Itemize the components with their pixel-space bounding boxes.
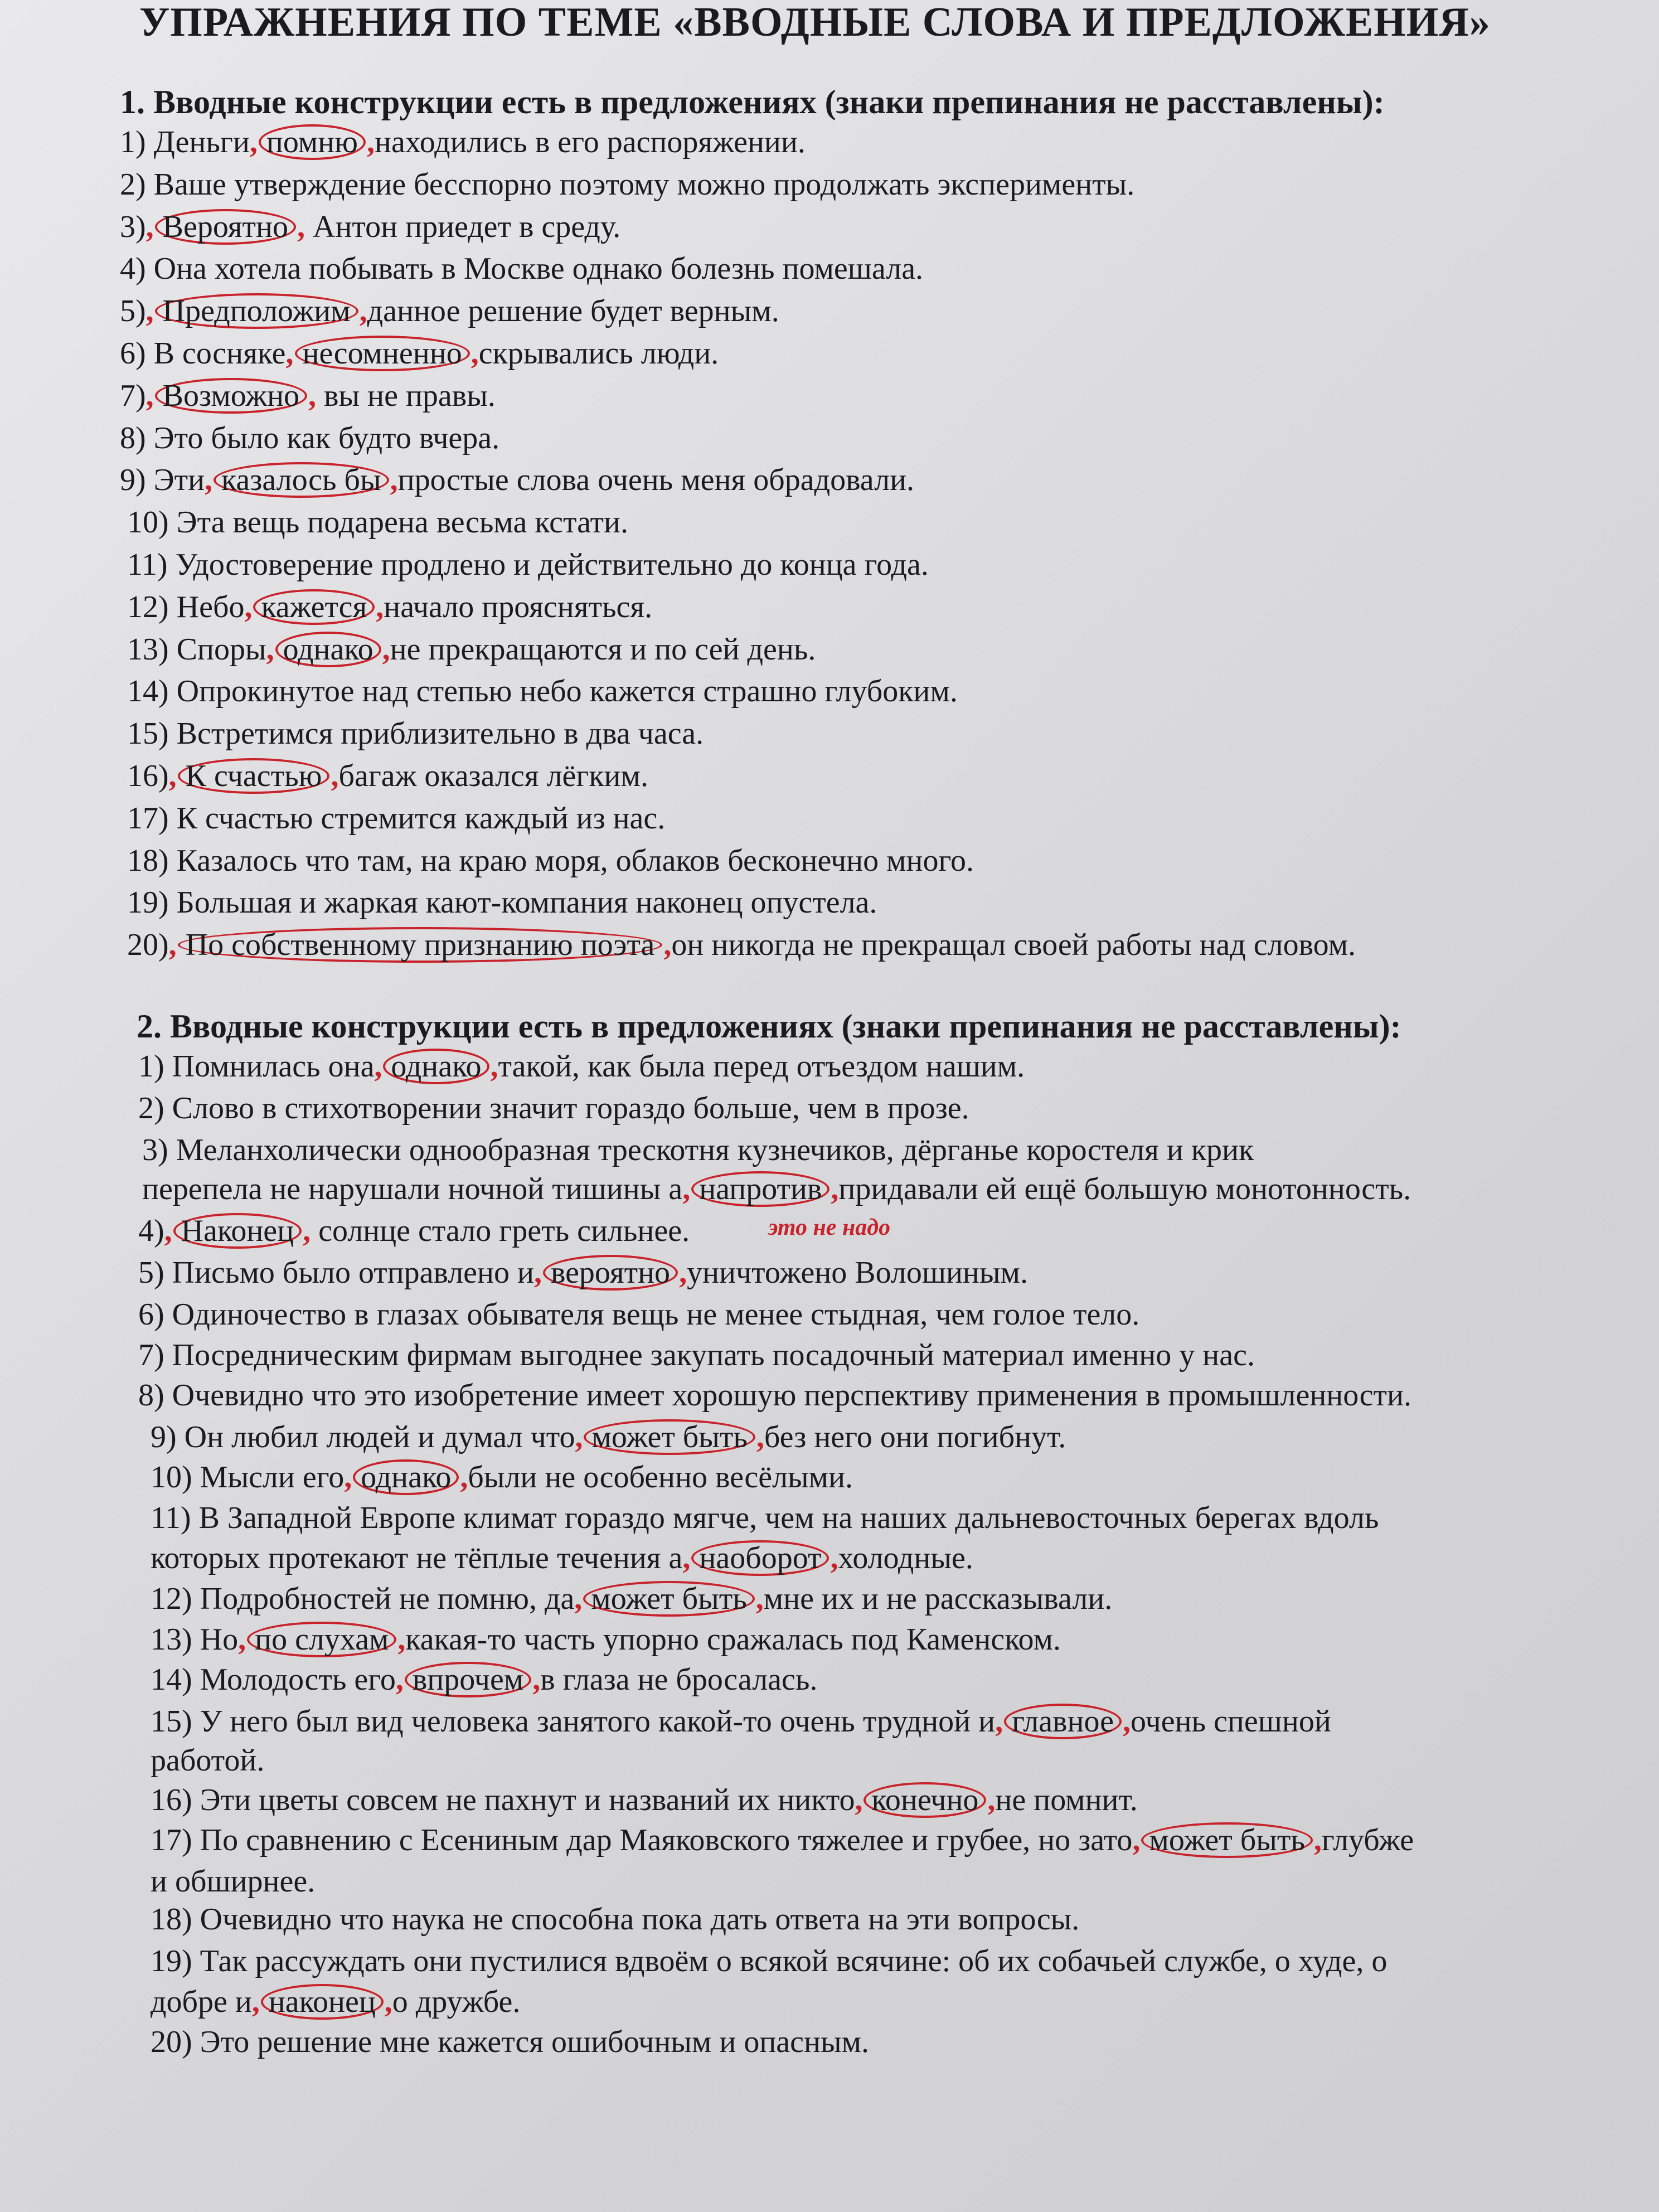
circled-introductory-word: может быть	[583, 1581, 754, 1617]
sentence-text: 13) Споры	[127, 632, 266, 667]
red-comma-mark: ,	[376, 589, 384, 624]
exercise-line	[151, 1540, 973, 1576]
sentence-text: в глаза не бросалась.	[540, 1662, 818, 1697]
sentence-text: 5)	[120, 294, 146, 329]
red-comma-mark: ,	[575, 1420, 583, 1454]
sentence-text: 10) Мысли его	[151, 1460, 345, 1495]
exercise-line	[120, 208, 620, 245]
red-comma-mark: ,	[249, 125, 258, 159]
sentence-text: 12) Небо	[127, 589, 245, 624]
red-comma-mark: ,	[205, 463, 213, 498]
red-comma-mark: ,	[533, 1255, 542, 1290]
sentence-text: 4)	[138, 1214, 164, 1248]
sentence-text: 9) Эти	[120, 463, 205, 498]
red-comma-mark: ,	[470, 336, 479, 371]
sentence-text: он никогда не прекращал своей работы над словом.	[671, 928, 1356, 963]
exercise-line	[120, 462, 914, 498]
sentence-text: 12) Подробностей не помню, да	[151, 1582, 575, 1616]
sentence-text: 19) Большая и жаркая кают-компания наконец опустела.	[127, 885, 877, 920]
red-comma-mark: ,	[382, 632, 390, 667]
exercise-line	[151, 1580, 1112, 1617]
red-comma-mark: ,	[285, 336, 294, 371]
red-comma-mark: ,	[460, 1460, 468, 1495]
sentence-text: глубже	[1321, 1823, 1414, 1857]
red-comma-mark: ,	[756, 1420, 764, 1454]
exercise-line	[151, 2024, 869, 2060]
red-comma-mark: ,	[1132, 1823, 1141, 1857]
red-comma-mark: ,	[490, 1049, 498, 1084]
sentence-text: 3)	[120, 209, 146, 244]
exercise-line	[151, 1901, 1079, 1938]
section-1-heading: 1. Вводные конструкции есть в предложениях (знаки препинания не расставлены):	[120, 84, 1385, 120]
exercise-line	[151, 1943, 1387, 1980]
exercise-line	[151, 1703, 1331, 1740]
exercise-line	[142, 1132, 1254, 1168]
circled-introductory-word: наконец	[261, 1984, 384, 2020]
sentence-text: уничтожено Волошиным.	[687, 1255, 1028, 1290]
red-comma-mark: ,	[831, 1172, 839, 1206]
sentence-text: 2) Ваше утверждение бесспорно поэтому можно продолжать эксперименты.	[120, 167, 1135, 202]
sentence-text: багаж оказался лёгким.	[338, 759, 648, 793]
sentence-text: 6) Одиночество в глазах обывателя вещь не менее стыдная, чем голое тело.	[138, 1297, 1140, 1332]
red-comma-mark: ,	[303, 1214, 311, 1248]
red-comma-mark: ,	[390, 463, 398, 498]
exercise-line	[151, 1782, 1138, 1818]
circled-introductory-word: Наконец	[173, 1213, 302, 1249]
sentence-text: 1) Деньги	[120, 125, 250, 159]
sentence-text: 11) Удостоверение продлено и действительно до конца года.	[127, 547, 929, 582]
sentence-text: 20) Это решение мне кажется ошибочным и опасным.	[151, 2025, 870, 2059]
exercise-line	[151, 1742, 264, 1779]
exercise-line	[127, 504, 628, 541]
red-comma-mark: ,	[308, 378, 317, 413]
sentence-text: вы не правы.	[316, 378, 496, 413]
sentence-text: 10) Эта вещь подарена весьма кстати.	[127, 505, 628, 540]
red-comma-mark: ,	[145, 378, 154, 413]
circled-introductory-word: главное	[1004, 1704, 1122, 1739]
sentence-text: 18) Очевидно что наука не способна пока дать ответа на эти вопросы.	[151, 1902, 1080, 1937]
red-comma-mark: ,	[145, 294, 154, 329]
red-comma-mark: ,	[755, 1582, 764, 1616]
sentence-text: работой.	[151, 1743, 265, 1778]
circled-introductory-word: однако	[275, 632, 381, 667]
exercise-line	[138, 1090, 969, 1127]
sentence-text: 1) Помнилась она	[138, 1049, 375, 1084]
exercise-line	[120, 293, 779, 329]
circled-introductory-word: несомненно	[295, 336, 470, 371]
sentence-text: 4) Она хотела побывать в Москве однако болезнь помешала.	[120, 251, 924, 287]
exercise-line	[151, 1863, 315, 1900]
red-comma-mark: ,	[238, 1622, 246, 1657]
exercise-line	[127, 589, 652, 625]
red-comma-mark: ,	[663, 928, 672, 963]
sentence-text: начало проясняться.	[384, 589, 653, 624]
sentence-text: 2) Слово в стихотворении значит гораздо больше, чем в прозе.	[138, 1091, 969, 1126]
teacher-note: это не надо	[768, 1215, 891, 1240]
exercise-line	[127, 800, 665, 837]
exercise-line	[138, 1254, 1028, 1291]
red-comma-mark: ,	[574, 1582, 583, 1616]
sentence-text: 15) У него был вид человека занятого какой-то очень трудной и	[151, 1704, 996, 1739]
circled-introductory-word: помню	[259, 124, 366, 160]
sentence-text: мне их и не рассказывали.	[763, 1582, 1113, 1616]
sentence-text: были не особенно весёлыми.	[468, 1460, 853, 1495]
exercise-line	[138, 1377, 1411, 1414]
exercise-line	[151, 1621, 1061, 1658]
section-2-heading: 2. Вводные конструкции есть в предложениях (знаки препинания не расставлены):	[137, 1008, 1401, 1045]
circled-introductory-word: конечно	[864, 1782, 986, 1818]
red-comma-mark: ,	[164, 1214, 172, 1248]
exercise-line	[127, 758, 648, 794]
red-comma-mark: ,	[987, 1783, 996, 1817]
red-comma-mark: ,	[995, 1704, 1003, 1739]
exercise-line	[120, 250, 923, 287]
red-comma-mark: ,	[682, 1172, 691, 1206]
circled-introductory-word: напротив	[691, 1171, 830, 1207]
red-comma-mark: ,	[1313, 1823, 1322, 1857]
exercise-line	[127, 631, 816, 668]
sentence-text: добре и	[151, 1985, 252, 2019]
exercise-line	[151, 1419, 1066, 1456]
red-comma-mark: ,	[168, 928, 177, 963]
exercise-line	[120, 377, 496, 414]
sentence-text: 16) Эти цветы совсем не пахнут и названий их никто	[151, 1783, 855, 1817]
red-comma-mark: ,	[344, 1460, 352, 1495]
exercise-line	[120, 166, 1134, 203]
exercise-line	[138, 1337, 1255, 1374]
red-comma-mark: ,	[532, 1662, 541, 1697]
circled-introductory-word: однако	[383, 1049, 489, 1084]
circled-introductory-word: может быть	[584, 1419, 755, 1455]
exercise-line	[120, 420, 499, 457]
sentence-text: без него они погибнут.	[764, 1420, 1066, 1454]
circled-introductory-word: может быть	[1141, 1822, 1312, 1858]
page-title: УПРАЖНЕНИЯ ПО ТЕМЕ «ВВОДНЫЕ СЛОВА И ПРЕДЛОЖЕНИЯ»	[139, 0, 1491, 45]
sentence-text: 14) Молодость его	[151, 1662, 396, 1697]
red-comma-mark: ,	[855, 1783, 863, 1817]
sentence-text: 19) Так рассуждать они пустилися вдвоём о всякой всячине: об их собачьей службе, о худе, о	[151, 1944, 1388, 1978]
circled-introductory-word: впрочем	[405, 1662, 531, 1697]
sentence-text: 18) Казалось что там, на краю моря, облаков бесконечно много.	[127, 843, 974, 878]
circled-introductory-word: Вероятно	[155, 209, 296, 245]
sentence-text: придавали ей ещё большую монотонность.	[838, 1172, 1411, 1206]
sentence-text: 5) Письмо было отправлено и	[138, 1255, 534, 1290]
sentence-text: солнце стало греть сильнее.	[311, 1214, 690, 1248]
exercise-line	[127, 546, 929, 583]
red-comma-mark: ,	[359, 294, 367, 329]
red-comma-mark: ,	[384, 1985, 392, 2019]
red-comma-mark: ,	[251, 1985, 260, 2019]
circled-introductory-word: Предположим	[155, 293, 358, 329]
sentence-text: 6) В сосняке	[120, 336, 286, 371]
circled-introductory-word: кажется	[253, 589, 375, 625]
sentence-text: 13) Но	[151, 1622, 239, 1657]
exercise-line	[151, 1822, 1414, 1859]
red-comma-mark: ,	[297, 209, 305, 244]
exercise-line	[151, 1983, 520, 2020]
circled-introductory-word: вероятно	[543, 1255, 678, 1291]
sentence-text: простые слова очень меня обрадовали.	[397, 463, 915, 498]
exercise-line	[127, 842, 974, 879]
exercise-line	[138, 1048, 1025, 1085]
red-comma-mark: ,	[374, 1049, 382, 1084]
sentence-text: 15) Встретимся приблизительно в два часа.	[127, 716, 704, 751]
sentence-text: такой, как была перед отъездом нашим.	[498, 1049, 1025, 1084]
red-comma-mark: ,	[679, 1255, 687, 1290]
sentence-text: какая-то часть упорно сражалась под Каменском.	[405, 1622, 1061, 1657]
exercise-line	[142, 1171, 1411, 1207]
sentence-text: 8) Очевидно что это изобретение имеет хорошую перспективу применения в промышленности.	[138, 1378, 1411, 1413]
exercise-line	[127, 926, 1356, 963]
red-comma-mark: ,	[266, 632, 274, 667]
sentence-text: 3) Меланхолически однообразная трескотня кузнечиков, дёрганье коростеля и крик	[142, 1133, 1254, 1167]
red-comma-mark: ,	[168, 759, 177, 793]
sentence-text: которых протекают не тёплые течения а	[151, 1541, 683, 1575]
sentence-text: Антон приедет в среду.	[305, 209, 621, 244]
exercise-line	[138, 1296, 1139, 1333]
circled-introductory-word: К счастью	[178, 758, 330, 794]
sentence-text: 9) Он любил людей и думал что	[151, 1420, 575, 1454]
exercise-line	[127, 884, 877, 921]
red-comma-mark: ,	[397, 1622, 406, 1657]
exercise-line	[151, 1500, 1379, 1536]
sentence-text: 11) В Западной Европе климат гораздо мягче, чем на наших дальневосточных берегах вдоль	[151, 1501, 1379, 1535]
red-comma-mark: ,	[331, 759, 339, 793]
sentence-text: 16)	[127, 759, 169, 793]
sentence-text: 17) К счастью стремится каждый из нас.	[127, 801, 666, 836]
sentence-text: 8) Это было как будто вчера.	[120, 420, 500, 455]
circled-introductory-word: казалось бы	[214, 462, 389, 498]
sentence-text: скрывались люди.	[478, 336, 719, 371]
sentence-text: 14) Опрокинутое над степью небо кажется страшно глубоким.	[127, 674, 958, 709]
red-comma-mark: ,	[830, 1541, 838, 1575]
exercise-line	[151, 1459, 853, 1496]
sentence-text: находились в его распоряжении.	[375, 125, 806, 159]
sentence-text: не прекращаются и по сей день.	[390, 632, 816, 667]
circled-introductory-word: однако	[353, 1459, 459, 1495]
circled-introductory-word: Возможно	[155, 378, 307, 414]
red-comma-mark: ,	[367, 125, 375, 159]
sentence-text: 7)	[120, 378, 146, 413]
red-comma-mark: ,	[1123, 1704, 1131, 1739]
circled-introductory-word: по слухам	[247, 1622, 396, 1657]
sentence-text: о дружбе.	[392, 1985, 521, 2019]
exercise-line	[127, 715, 704, 752]
sentence-text: перепела не нарушали ночной тишины а	[142, 1172, 683, 1206]
sentence-text: очень спешной	[1131, 1704, 1331, 1739]
red-comma-mark: ,	[145, 209, 154, 244]
sentence-text: 7) Посредническим фирмам выгоднее закупать посадочный материал именно у нас.	[138, 1338, 1255, 1372]
sentence-text: 20)	[127, 928, 169, 963]
exercise-line	[151, 1661, 817, 1698]
exercise-line	[120, 124, 806, 161]
circled-introductory-word: наоборот	[691, 1540, 829, 1576]
exercise-line	[138, 1212, 690, 1249]
circled-introductory-word: По собственному признанию поэта	[178, 927, 663, 963]
red-comma-mark: ,	[395, 1662, 404, 1697]
exercise-line	[127, 673, 958, 710]
red-comma-mark: ,	[244, 589, 253, 624]
sentence-text: и обширнее.	[151, 1864, 316, 1899]
sentence-text: данное решение будет верным.	[367, 294, 779, 329]
red-comma-mark: ,	[682, 1541, 691, 1575]
sentence-text: не помнит.	[995, 1783, 1138, 1817]
sentence-text: 17) По сравнению с Есениным дар Маяковского тяжелее и грубее, но зато	[151, 1823, 1133, 1857]
sentence-text: холодные.	[838, 1541, 973, 1575]
exercise-line	[120, 335, 719, 372]
